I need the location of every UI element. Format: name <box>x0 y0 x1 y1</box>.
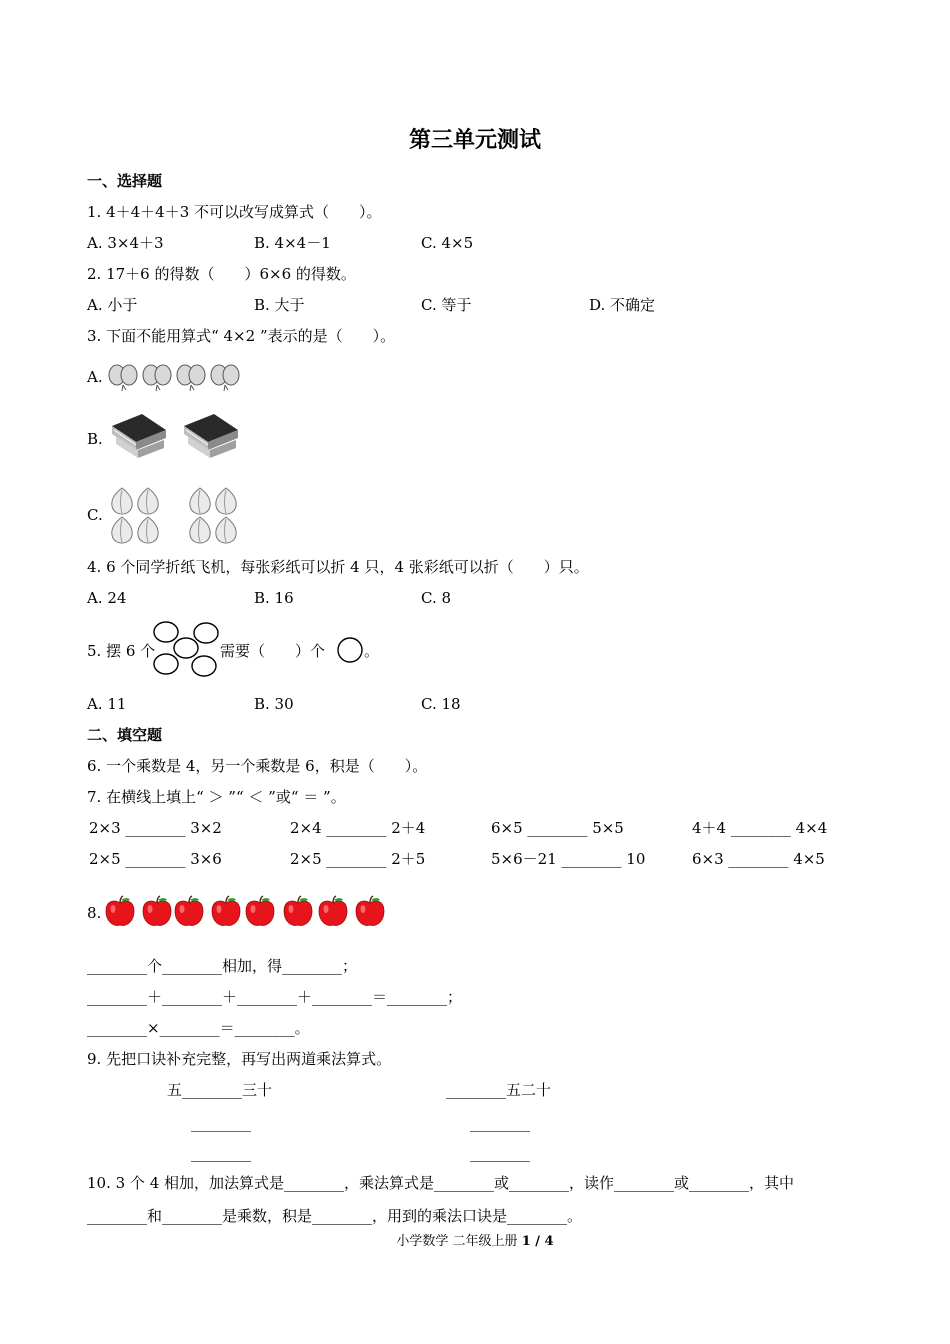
question-10-line-1: 10. 3 个 4 相加，加法算式是________，乘法算式是________或________，读作________或________，其中 <box>87 1174 795 1192</box>
question-7-item: 2×3 ________ 3×2 <box>89 819 222 837</box>
question-5-option-c: C. 18 <box>421 695 461 713</box>
question-5-middle: 需要（ ）个 <box>220 642 326 660</box>
question-2-option-a: A. 小于 <box>87 296 138 314</box>
question-1-option-c: C. 4×5 <box>421 234 474 252</box>
question-4-option-a: A. 24 <box>87 589 127 607</box>
question-7-item: 4＋4 ________ 4×4 <box>692 819 828 837</box>
section-heading-fill: 二、填空题 <box>87 726 163 744</box>
question-2-option-c: C. 等于 <box>421 296 472 314</box>
question-7-stem: 7. 在横线上填上“ ＞ ”“ ＜ ”或“ ＝ ”。 <box>87 788 346 806</box>
question-3-stem: 3. 下面不能用算式“ 4×2 ”表示的是（ ）。 <box>87 327 396 345</box>
question-4-option-b: B. 16 <box>254 589 294 607</box>
question-9-right-rhyme: ________五二十 <box>446 1081 552 1099</box>
question-2-option-b: B. 大于 <box>254 296 305 314</box>
circles-pattern-image <box>152 620 222 680</box>
footer-text: 小学数学 二年级上册 <box>396 1234 522 1249</box>
question-8-line-3: ________×________＝________。 <box>87 1019 310 1037</box>
question-4-stem: 4. 6 个同学折纸飞机，每张彩纸可以折 4 只，4 张彩纸可以折（ ）只。 <box>87 558 589 576</box>
question-4-option-c: C. 8 <box>421 589 452 607</box>
section-heading-choice: 一、选择题 <box>87 172 163 190</box>
question-5-option-b: B. 30 <box>254 695 294 713</box>
question-1-stem: 1. 4＋4＋4＋3 不可以改写成算式（ ）。 <box>87 203 382 221</box>
question-7-item: 6×3 ________ 4×5 <box>692 850 825 868</box>
question-3-option-a: A. <box>87 368 103 386</box>
page-title: 第三单元测试 <box>408 128 541 153</box>
question-7-item: 5×6－21 ________ 10 <box>491 850 646 868</box>
question-9-blank: ________ <box>191 1114 251 1132</box>
question-10-line-2: ________和________是乘数，积是________，用到的乘法口诀是________。 <box>87 1207 583 1225</box>
question-5-prefix: 5. 摆 6 个 <box>87 642 156 660</box>
question-5-suffix: 。 <box>364 642 380 660</box>
question-9-blank: ________ <box>470 1144 530 1162</box>
question-7-item: 2×4 ________ 2＋4 <box>290 819 426 837</box>
question-9-blank: ________ <box>191 1144 251 1162</box>
question-3-option-c: C. <box>87 506 103 524</box>
circle-icon <box>336 636 364 664</box>
question-7-item: 6×5 ________ 5×5 <box>491 819 624 837</box>
question-2-stem: 2. 17＋6 的得数（ ）6×6 的得数。 <box>87 265 356 283</box>
balloons-image <box>108 362 244 392</box>
question-5-option-a: A. 11 <box>87 695 127 713</box>
question-7-item: 2×5 ________ 3×6 <box>89 850 222 868</box>
books-image <box>108 412 240 464</box>
page-number: 1 / 4 <box>521 1234 554 1249</box>
page-footer <box>0 1232 950 1252</box>
question-2-option-d: D. 不确定 <box>589 296 656 314</box>
apples-image <box>104 894 390 928</box>
question-8-label: 8. <box>87 904 102 922</box>
question-1-option-a: A. 3×4＋3 <box>87 234 164 252</box>
question-9-left-rhyme: 五________三十 <box>167 1081 273 1099</box>
question-3-option-b: B. <box>87 430 103 448</box>
question-6-stem: 6. 一个乘数是 4，另一个乘数是 6，积是（ ）。 <box>87 757 428 775</box>
peaches-image <box>110 486 242 544</box>
question-7-item: 2×5 ________ 2＋5 <box>290 850 426 868</box>
question-9-blank: ________ <box>470 1114 530 1132</box>
question-8-line-1: ________个________相加，得________； <box>87 957 358 975</box>
question-9-stem: 9. 先把口诀补充完整，再写出两道乘法算式。 <box>87 1050 392 1068</box>
question-1-option-b: B. 4×4－1 <box>254 234 331 252</box>
question-8-line-2: ________＋________＋________＋________＝________； <box>87 988 463 1006</box>
